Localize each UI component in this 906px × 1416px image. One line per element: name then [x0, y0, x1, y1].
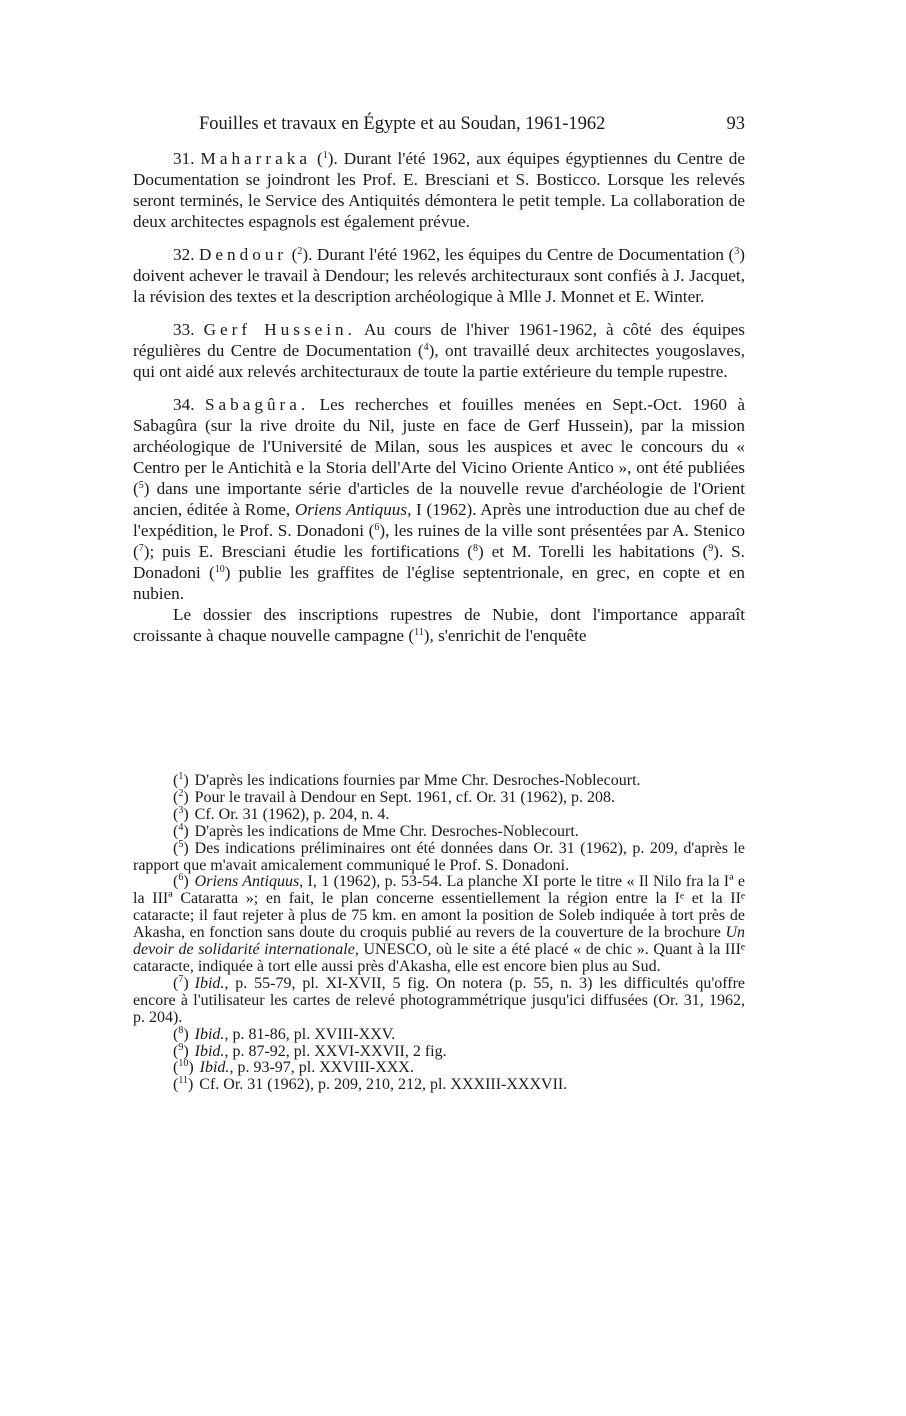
- site-name: Maharraka: [200, 149, 311, 168]
- footnote: [133, 787, 745, 807]
- paragraph-text: . S. Donadoni: [133, 542, 745, 582]
- footnote-ref: 11: [414, 627, 424, 638]
- footnotes: [133, 773, 745, 1094]
- footnote-marker: ($^1$): [173, 771, 189, 789]
- footnote-ref: 10: [214, 564, 225, 575]
- footnote-text: , p. 87-92, pl. XXVI-XXVII, 2 fig.: [224, 1042, 447, 1060]
- footnote-marker: ($^7$): [173, 973, 189, 992]
- paragraph-35: Le dossier des inscriptions rupestres de Nubie, dont l'importance apparaît croissante à chaque nouvelle campagne ($^{11}$), s'enrichit de l'enquête: [133, 605, 745, 645]
- footnote: [133, 821, 745, 841]
- footnote: [133, 1060, 745, 1077]
- section-number: 33.: [173, 320, 195, 339]
- paragraph-text: , I (1962). Après une introduction due au chef de l'expédition, le Prof. S. Donadoni: [133, 500, 745, 540]
- footnote: [133, 804, 745, 824]
- ibid: Ibid.: [194, 1042, 225, 1060]
- paragraph-33: 33. Gerf Hussein. Au cours de l'hiver 1961-1962, à côté des équipes régulières du Centre de Documentation ($^4$), ont travaillé deux architectes yougoslaves, qui ont aidé aux relevés architecturaux de toute la partie extérieure du temple rupestre.: [133, 320, 746, 381]
- paragraph-34: 34. Sabagûra. Les recherches et fouilles menées en Sept.-Oct. 1960 à Sabagûra (sur la rive droite du Nil, juste en face de Gerf Hussein), par la mission archéologique de l'Université de Milan, sous les auspices et avec le concours du « Centro per le Antichità e la Storia dell'Arte del Vicino Oriente Antico », ont été publiées ($^5$) dans une importante série d'articles de la nouvelle revue d'archéologie de l'Orient ancien, éditée à Rome, Oriens Antiquus, I (1962). Après une introduction due au chef de l'expédition, le Prof. S. Donadoni ($^6$), les ruines de la ville sont présentées par A. Stenico ($^7$); puis E. Bresciani étudie les fortifications ($^8$) et M. Torelli les habitations ($^9$). S. Donadoni ($^{10}$) publie les graffites de l'église septentrionale, en grec, en copte et en nubien.: [133, 395, 746, 603]
- paragraph-text: , s'enrichit de l'enquête: [429, 626, 587, 645]
- site-name: Sabagûra.: [204, 395, 310, 414]
- footnote-ref: 8: [473, 543, 479, 554]
- footnote-text: , p. 55-79, pl. XI-XVII, 5 fig. On notera (p. 55, n. 3) les difficultés qu'offre encore à l'utilisateur les cartes de relevé photogrammétrique jusqu'ici diffusées (Or. 31, 1962, p. 204).: [133, 974, 745, 1026]
- paragraph-text: , ont travaillé deux architectes yougoslaves, qui ont aidé aux relevés architecturaux de toute la partie extérieure du temple rupestre.: [133, 341, 746, 381]
- footnote-text: Des indications préliminaires ont été données dans Or. 31 (1962), p. 209, d'après le rapport que m'avait amicalement communiqué le Prof. S. Donadoni.: [133, 839, 745, 874]
- footnote-ref: 4: [423, 342, 429, 353]
- paragraph-text: et M. Torelli les habitations: [491, 542, 695, 561]
- footnote-marker: ($^3$): [173, 804, 189, 823]
- footnote-marker: ($^5$): [173, 838, 189, 857]
- site-name: Dendour: [199, 245, 288, 264]
- ibid: Ibid.: [194, 974, 225, 992]
- ibid: Ibid.: [194, 1025, 225, 1043]
- footnote: [133, 1024, 745, 1044]
- paragraph-text: Le dossier des inscriptions rupestres de Nubie, dont l'importance apparaît croissante à chaque nouvelle campagne: [133, 605, 745, 645]
- footnote-ref: 7: [138, 543, 144, 554]
- footnote-ref: 5: [138, 480, 144, 491]
- section-number: 34.: [173, 395, 195, 414]
- paragraph-text: ; puis E. Bresciani étudie les fortifications: [149, 542, 460, 561]
- main-text: [133, 148, 745, 646]
- journal-title: Oriens Antiquus: [194, 873, 300, 891]
- section-number: 31.: [173, 149, 195, 168]
- footnote-ref: 1: [322, 150, 328, 161]
- footnote-ref: 2: [297, 246, 303, 257]
- footnote-ref: 9: [708, 543, 714, 554]
- paragraph-text: Au cours de l'hiver 1961-1962, à côté des équipes régulières du Centre de Documentation: [133, 320, 745, 360]
- section-number: 32.: [173, 245, 195, 264]
- paragraph-31: 31. Maharraka ($^1$). Durant l'été 1962, aux équipes égyptiennes du Centre de Documentation se joindront les Prof. E. Bresciani et S. Bosticco. Lorsque les relevés seront terminés, le Service des Antiquités démontera le petit temple. La collaboration de deux architectes espagnols est également prévue.: [133, 149, 745, 231]
- site-name: Gerf Hussein.: [203, 320, 356, 339]
- footnote-text: , I, 1 (1962), p. 53-54. La planche XI porte le titre « Il Nilo fra la Iª e la IIIª Cataratta »; en fait, le plan concerne essentiellement la région entre la Iᵉ et la IIᵉ cataracte; il faut rejeter à plus de 75 km. en amont la position de Soleb indiquée à tort près de Akasha, en fonction sans doute du croquis publié au revers de la couverture de la brochure: [133, 873, 746, 942]
- footnote-text: , p. 81-86, pl. XVIII-XXV.: [224, 1025, 396, 1043]
- footnote-marker: ($^{11}$): [173, 1075, 194, 1094]
- paragraph-32: 32. Dendour ($^2$). Durant l'été 1962, les équipes du Centre de Documentation ($^3$) doivent achever le travail à Dendour; les relevés architecturaux sont confiés à J. Jacquet, la révision des textes et la description archéologique à Mlle J. Monnet et E. Winter.: [133, 245, 745, 306]
- paragraph-text: doivent achever le travail à Dendour; les relevés architecturaux sont confiés à J. Jacquet, la révision des textes et la description archéologique à Mlle J. Monnet et E. Winter.: [133, 266, 745, 306]
- paragraph-text: Les recherches et fouilles menées en Sept.-Oct. 1960 à Sabagûra (sur la rive droite du Nil, juste en face de Gerf Hussein), par la mission archéologique de l'Université de Milan, sous les auspices et avec le concours du « Centro per le Antichità e la Storia dell'Arte del Vicino Oriente Antico », ont été publiées: [133, 395, 746, 477]
- footnote-marker: ($^{10}$): [173, 1058, 194, 1077]
- running-title: Fouilles et travaux en Égypte et au Soudan, 1961-1962: [199, 114, 606, 134]
- ibid: Ibid.: [199, 1059, 230, 1077]
- paragraph-text: . Durant l'été 1962, les équipes du Centre de Documentation: [308, 245, 725, 264]
- footnote-text: D'après les indications fournies par Mme Chr. Desroches-Noblecourt.: [194, 772, 641, 789]
- footnote-marker: ($^9$): [173, 1041, 189, 1060]
- footnote-marker: ($^6$): [173, 872, 189, 891]
- footnote: [133, 1041, 745, 1061]
- footnote-text: , p. 93-97, pl. XXVIII-XXX.: [229, 1059, 414, 1077]
- footnote-marker: ($^8$): [173, 1024, 189, 1043]
- footnote-text: Cf. Or. 31 (1962), p. 209, 210, 212, pl. XXXIII-XXXVII.: [199, 1076, 568, 1094]
- footnote-ref: 3: [734, 246, 740, 257]
- brochure-title: Un devoir de solidarité internationale: [133, 924, 746, 959]
- footnote-text: Pour le travail à Dendour en Sept. 1961, cf. Or. 31 (1962), p. 208.: [194, 788, 616, 806]
- footnote-text: , UNESCO, où le site a été placé « de chic ». Quant à la IIIᵉ cataracte, indiquée à tort elle aussi près d'Akasha, elle est encore bien plus au Sud.: [133, 941, 746, 975]
- footnote-marker: ($^2$): [173, 787, 189, 806]
- journal-title: Oriens Antiquus: [294, 500, 408, 519]
- paragraph-text: , les ruines de la ville sont présentées par A. Stenico: [385, 521, 745, 540]
- footnote-marker: ($^4$): [173, 821, 189, 840]
- paragraph-text: publie les graffites de l'église septentrionale, en grec, en copte et en nubien.: [133, 563, 745, 603]
- paragraph-text: . Durant l'été 1962, aux équipes égyptiennes du Centre de Documentation se joindront les Prof. E. Bresciani et S. Bosticco. Lorsque les relevés seront terminés, le Service des Antiquités démontera le petit temple. La collaboration de deux architectes espagnols est également prévue.: [133, 149, 745, 231]
- footnote: [133, 973, 745, 1027]
- footnote: [133, 773, 745, 790]
- footnote: [133, 874, 745, 975]
- footnote-text: D'après les indications de Mme Chr. Desroches-Noblecourt.: [194, 822, 579, 840]
- footnote-text: Cf. Or. 31 (1962), p. 204, n. 4.: [194, 805, 390, 823]
- footnote: [133, 1077, 745, 1094]
- paragraph-text: dans une importante série d'articles de la nouvelle revue d'archéologie de l'Orient ancien, éditée à Rome,: [133, 479, 745, 519]
- footnote: [133, 838, 745, 875]
- footnote-ref: 6: [374, 522, 380, 533]
- page-number: 93: [726, 114, 745, 134]
